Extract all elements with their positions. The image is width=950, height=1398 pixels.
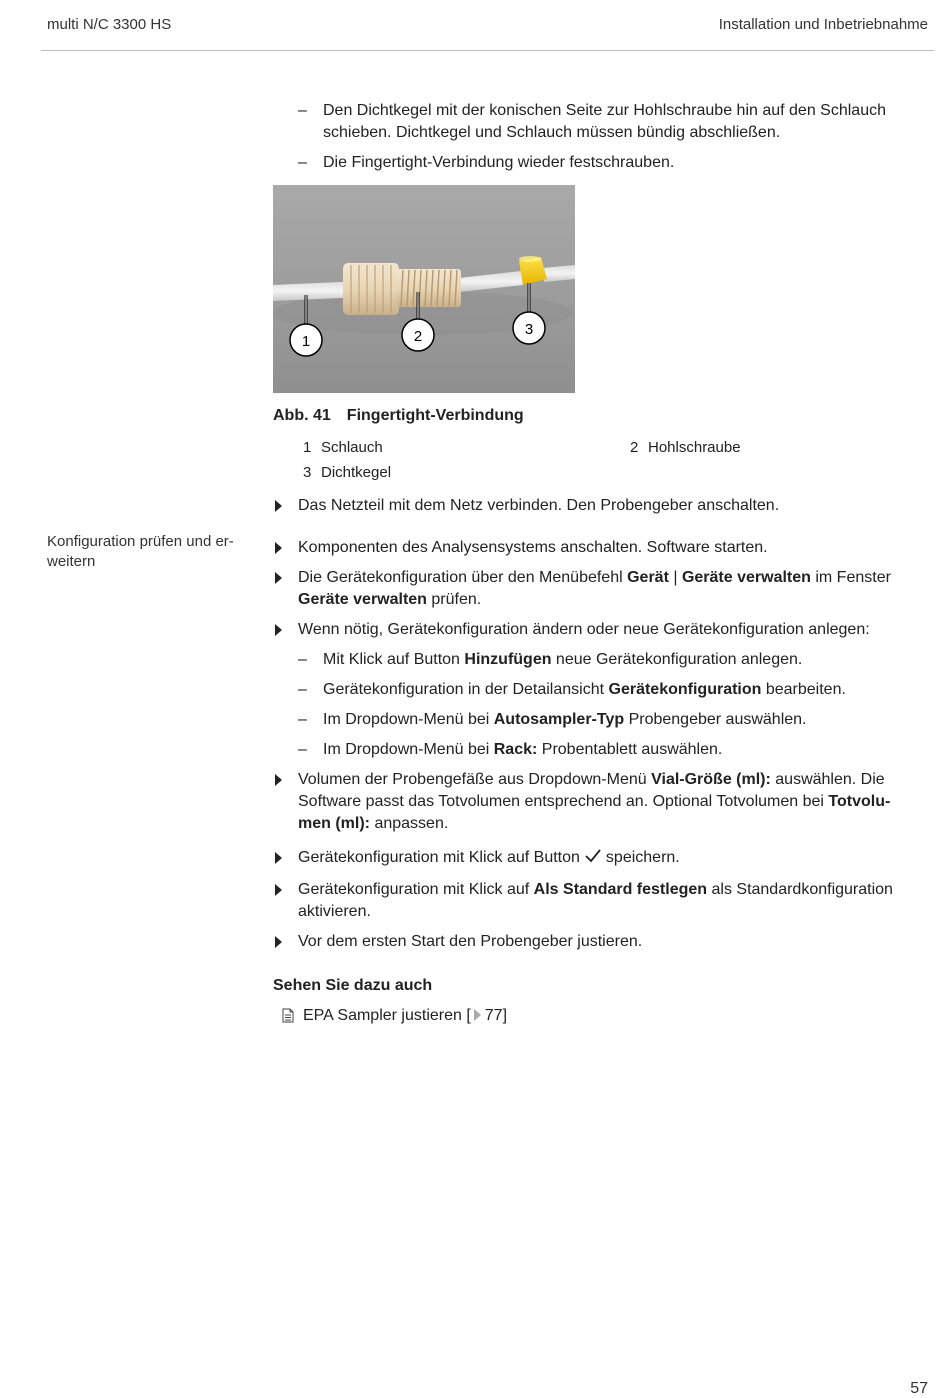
dash-item (273, 100, 928, 144)
header-rule (41, 50, 934, 51)
step-item (273, 931, 928, 953)
dash-item (273, 679, 928, 701)
legend-number: 3 (303, 464, 312, 481)
legend-item (630, 437, 741, 459)
dash-item-text: Die Fingertight-Verbindung wieder festschrauben. (323, 154, 675, 171)
menu-path-device: Gerät (627, 569, 669, 586)
see-also-link[interactable] (273, 1005, 928, 1027)
step-text: Vor dem ersten Start den Probengeber justieren. (298, 933, 643, 950)
window-name: Geräte verwalten (298, 591, 427, 608)
step-item (273, 537, 928, 559)
legend-label: Dichtkegel (321, 464, 392, 481)
figure-fingertight-photo (273, 185, 575, 393)
dash-item-text: Probengeber auswählen. (624, 711, 807, 728)
dash-item (273, 709, 928, 731)
step-item (273, 567, 928, 611)
step-arrow-icon (275, 774, 282, 786)
step-text: Gerätekonfiguration mit Klick auf (298, 881, 534, 898)
dash-mark: – (298, 651, 307, 668)
callout-1-label: 1 (301, 333, 311, 350)
legend-item (303, 437, 383, 459)
step-arrow-icon (275, 884, 282, 896)
dash-item (273, 152, 928, 174)
header-document-title: multi N/C 3300 HS (47, 16, 172, 33)
step-arrow-icon (275, 542, 282, 554)
sidebar-section-label (47, 532, 247, 572)
button-name-add: Hinzufügen (464, 651, 552, 668)
legend-label: Schlauch (321, 439, 383, 456)
step-arrow-icon (275, 572, 282, 584)
header-chapter-title: Installation und Inbetriebnahme (718, 16, 928, 33)
field-name-vial-size: Vial-Größe (ml): (651, 771, 771, 788)
dash-mark: – (298, 102, 307, 119)
dash-item-text: Im Dropdown-Menü bei (323, 741, 494, 758)
figure-caption (273, 405, 928, 427)
see-also-page-number[interactable]: 77 (484, 1007, 503, 1024)
callout-3-label: 3 (524, 321, 534, 338)
legend-number: 2 (630, 439, 639, 456)
callout-2-label: 2 (413, 328, 423, 345)
step-text: Gerätekonfiguration mit Klick auf Button (298, 849, 580, 866)
step-text: als Standardkonfiguration aktivieren. (298, 881, 893, 920)
button-name-set-default: Als Standard festlegen (533, 881, 708, 898)
menu-path-manage-devices: Geräte verwalten (681, 569, 811, 586)
dash-item-text: Den Dichtkegel mit der konischen Seite zur Hohlschraube hin auf den Schlauch schieben. Dichtkegel und Schlauch müssen bündig abschließen. (323, 102, 886, 141)
sidebar-label-line-2: weitern (47, 553, 96, 570)
figure-title: Fingertight-Verbindung (346, 407, 524, 424)
menu-path-separator: | (668, 569, 682, 586)
field-name-dead-volume-part1: Totvolu- (828, 793, 891, 810)
legend-item (303, 462, 391, 484)
dash-mark: – (298, 681, 307, 698)
dash-item-text: Gerätekonfiguration in der Detailansicht (323, 681, 609, 698)
step-item (273, 769, 928, 835)
step-text: Volumen der Probengefäße aus Dropdown-Menü (298, 771, 652, 788)
page-reference-arrow-icon (474, 1009, 481, 1021)
dash-item-text: Im Dropdown-Menü bei (323, 711, 494, 728)
main-content (273, 100, 928, 1027)
step-arrow-icon (275, 624, 282, 636)
step-text: auswählen. Die Software passt das Totvolumen entsprechend an. Optional Totvolumen bei (298, 771, 885, 810)
figure-legend (273, 437, 928, 487)
checkmark-icon (584, 848, 602, 871)
legend-label: Hohlschraube (648, 439, 741, 456)
dash-item (273, 739, 928, 761)
step-arrow-icon (275, 852, 282, 864)
dash-mark: – (298, 741, 307, 758)
dash-mark: – (298, 711, 307, 728)
step-text: Wenn nötig, Gerätekonfiguration ändern oder neue Gerätekonfiguration anlegen: (298, 621, 870, 638)
legend-number: 1 (303, 439, 312, 456)
step-text: im Fenster (810, 569, 891, 586)
step-text: Das Netzteil mit dem Netz verbinden. Den Probengeber anschalten. (298, 497, 780, 514)
see-also-link-close: ] (502, 1007, 508, 1024)
dash-item (273, 649, 928, 671)
see-also-heading: Sehen Sie dazu auch (273, 977, 433, 994)
view-name-device-config: Gerätekonfiguration (608, 681, 762, 698)
step-text: Die Gerätekonfiguration über den Menübefehl (298, 569, 628, 586)
field-name-rack: Rack: (493, 741, 538, 758)
field-name-dead-volume-part2: men (ml): (298, 815, 370, 832)
step-item (273, 619, 928, 641)
dash-item-text: neue Gerätekonfiguration anlegen. (551, 651, 803, 668)
field-name-autosampler-type: Autosampler-Typ (493, 711, 625, 728)
dash-item-text: Mit Klick auf Button (323, 651, 465, 668)
step-text: speichern. (605, 849, 680, 866)
step-arrow-icon (275, 500, 282, 512)
step-text: anpassen. (370, 815, 449, 832)
step-item (273, 495, 928, 517)
step-item (273, 847, 928, 871)
page-number: 57 (910, 1380, 928, 1397)
figure-number: Abb. 41 (273, 407, 331, 424)
step-arrow-icon (275, 936, 282, 948)
document-icon (282, 1008, 294, 1030)
see-also-link-text[interactable]: EPA Sampler justieren [ (303, 1007, 471, 1024)
dash-item-text: bearbeiten. (761, 681, 846, 698)
step-text: prüfen. (426, 591, 482, 608)
sidebar-label-line-1: Konfiguration prüfen und er- (47, 533, 234, 550)
fingertight-photo-illustration (273, 185, 575, 393)
dash-item-text: Probentablett auswählen. (537, 741, 723, 758)
step-text: Komponenten des Analysensystems anschalten. Software starten. (298, 539, 768, 556)
dash-mark: – (298, 154, 307, 171)
step-item (273, 879, 928, 923)
